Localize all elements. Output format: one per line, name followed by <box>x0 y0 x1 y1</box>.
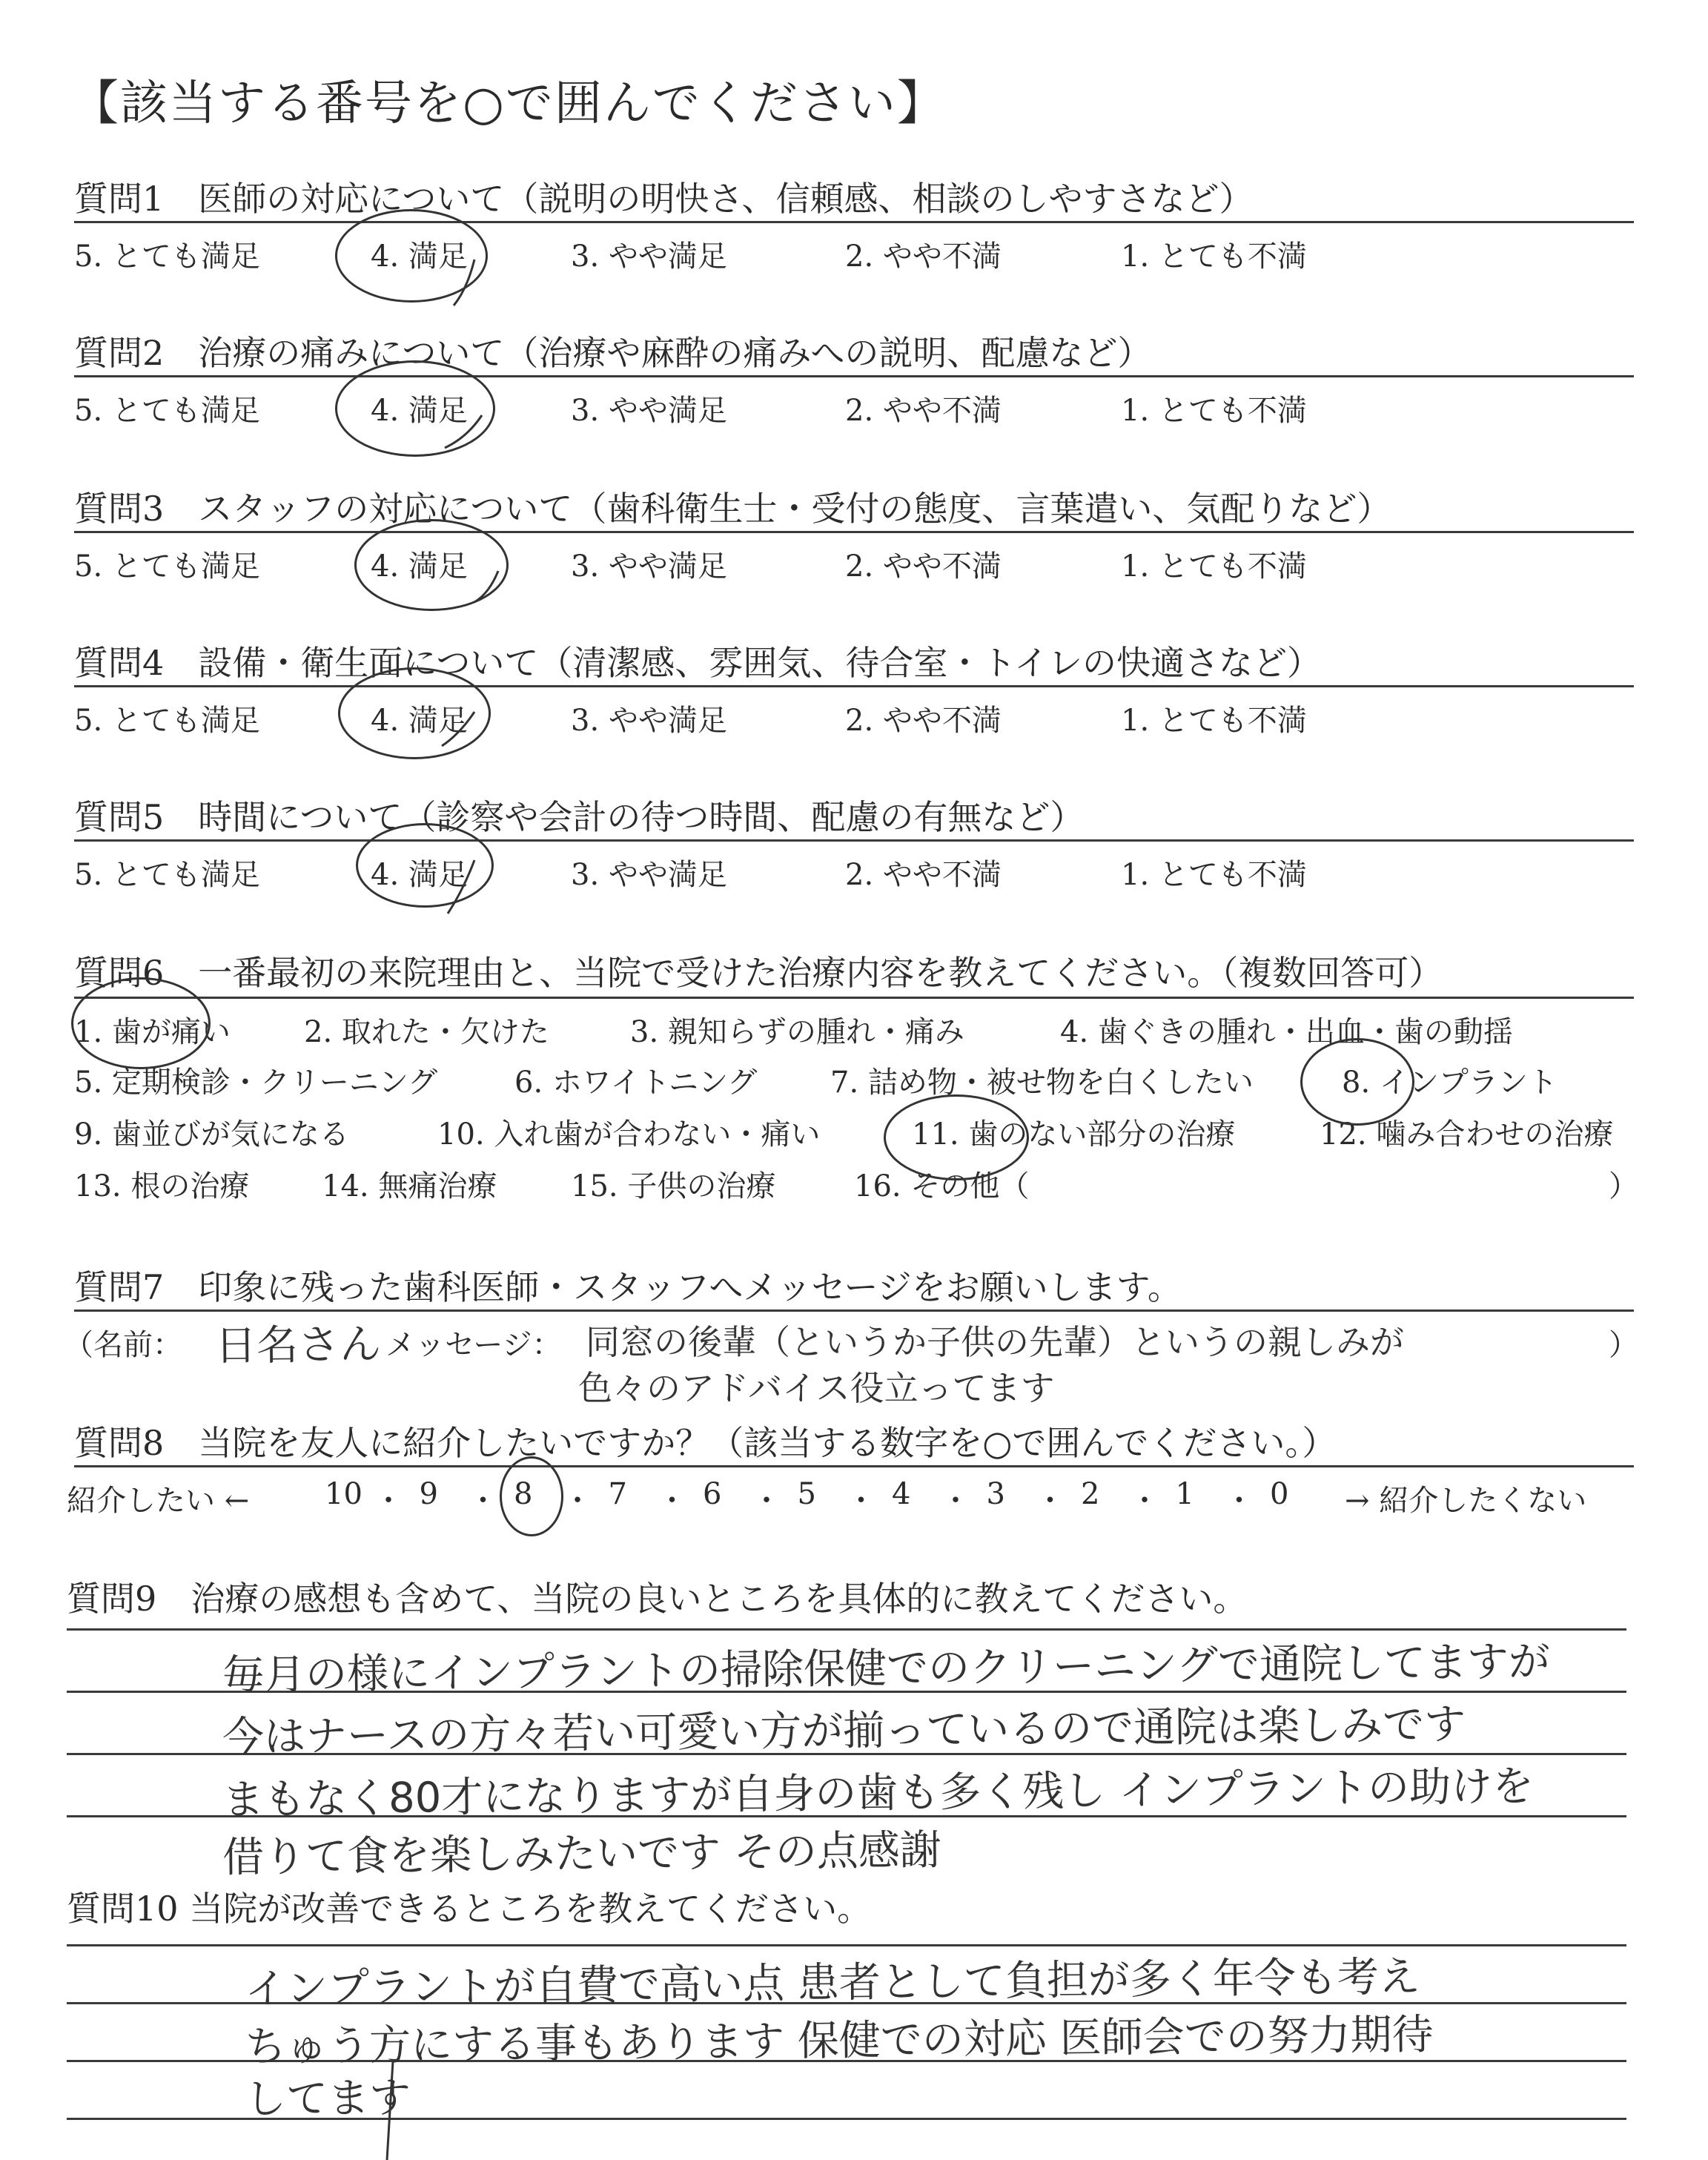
q8-scale-separator: ・ <box>941 1484 970 1518</box>
q7-title: 質問7 印象に残った歯科医師・スタッフへメッセージをお願いします。 <box>74 1267 1182 1307</box>
q6-other-close-paren: ） <box>1609 1169 1638 1203</box>
q8-scale-3[interactable]: 3 <box>986 1477 1005 1511</box>
q3-option-4[interactable]: 4. 満足 <box>371 549 468 584</box>
q1-option-3[interactable]: 3. やや満足 <box>571 240 727 274</box>
q8-scale-10[interactable]: 10 <box>325 1477 363 1511</box>
q6-option-13[interactable]: 13. 根の治療 <box>74 1169 250 1203</box>
q9-title: 質問9 治療の感想も含めて、当院の良いところを具体的に教えてください。 <box>67 1579 1248 1619</box>
q6-option-3[interactable]: 3. 親知らずの腫れ・痛み <box>630 1015 964 1049</box>
q4-option-1[interactable]: 1. とても不満 <box>1121 704 1307 738</box>
q4-option-2[interactable]: 2. やや不満 <box>845 704 1002 738</box>
q6-option-7[interactable]: 7. 詰め物・被せ物を白くしたい <box>830 1066 1254 1100</box>
q2-option-2[interactable]: 2. やや不満 <box>845 394 1002 428</box>
q8-scale-separator: ・ <box>374 1484 403 1518</box>
q1-title: 質問1 医師の対応について（説明の明快さ、信頼感、相談のしやすさなど） <box>74 179 1254 219</box>
q7-message-line-1[interactable]: 同窓の後輩（というか子供の先輩）というの親しみが <box>586 1322 1404 1362</box>
q3-option-2[interactable]: 2. やや不満 <box>845 549 1002 584</box>
q8-scale-0[interactable]: 0 <box>1270 1477 1289 1511</box>
q7-message-label: メッセージ： <box>385 1328 562 1362</box>
q9-answer-line-2[interactable]: 今はナースの方々若い可愛い方が揃っているので通院は楽しみです <box>222 1700 1466 1762</box>
q8-scale-4[interactable]: 4 <box>892 1477 911 1511</box>
q8-scale-separator: ・ <box>1035 1484 1065 1518</box>
q9-answer-line-1[interactable]: 毎月の様にインプラントの掃除保健でのクリーニングで通院してますが <box>222 1637 1551 1700</box>
q4-title: 質問4 設備・衛生面について（清潔感、雰囲気、待合室・トイレの快適さなど） <box>74 643 1322 683</box>
q9-answer-line-4[interactable]: 借りて食を楽しみたいです その点感謝 <box>222 1826 942 1883</box>
q3-option-3[interactable]: 3. やや満足 <box>571 549 727 584</box>
q2-option-4[interactable]: 4. 満足 <box>371 394 468 428</box>
q7-close-paren: ） <box>1609 1328 1638 1362</box>
q8-scale-separator: ・ <box>1130 1484 1159 1518</box>
q8-scale-6[interactable]: 6 <box>703 1477 722 1511</box>
q6-option-8[interactable]: 8. インプラント <box>1342 1066 1558 1100</box>
q5-option-3[interactable]: 3. やや満足 <box>571 858 727 892</box>
q6-option-16[interactable]: 16. その他（ <box>854 1169 1030 1203</box>
q8-scale-8[interactable]: 8 <box>514 1477 533 1511</box>
q8-scale-separator: ・ <box>752 1484 781 1518</box>
q6-option-12[interactable]: 12. 噛み合わせの治療 <box>1320 1117 1614 1152</box>
q6-option-5[interactable]: 5. 定期検診・クリーニング <box>74 1066 438 1100</box>
q1-option-1[interactable]: 1. とても不満 <box>1121 240 1307 274</box>
q10-answer-line-1[interactable]: インプラントが自費で高い点 患者として負担が多く年令も考え <box>244 1952 1421 2014</box>
q4-option-5[interactable]: 5. とても満足 <box>74 704 260 738</box>
q6-option-1[interactable]: 1. 歯が痛い <box>74 1015 231 1049</box>
q8-left-label: 紹介したい ← <box>67 1484 250 1518</box>
q3-title: 質問3 スタッフの対応について（歯科衛生士・受付の態度、言葉遣い、気配りなど） <box>74 489 1391 529</box>
q8-scale-7[interactable]: 7 <box>608 1477 627 1511</box>
q8-scale-separator: ・ <box>846 1484 876 1518</box>
q7-message-line-2[interactable]: 色々のアドバイス役立ってます <box>578 1368 1055 1408</box>
q6-option-6[interactable]: 6. ホワイトニング <box>514 1066 758 1100</box>
q3-option-1[interactable]: 1. とても不満 <box>1121 549 1307 584</box>
q8-scale-separator: ・ <box>657 1484 687 1518</box>
q8-scale-5[interactable]: 5 <box>797 1477 816 1511</box>
q2-title: 質問2 治療の痛みについて（治療や麻酔の痛みへの説明、配慮など） <box>74 333 1152 373</box>
q4-option-4[interactable]: 4. 満足 <box>371 704 468 738</box>
q5-option-5[interactable]: 5. とても満足 <box>74 858 260 892</box>
q8-scale-2[interactable]: 2 <box>1081 1477 1100 1511</box>
q3-option-5[interactable]: 5. とても満足 <box>74 549 260 584</box>
q10-title: 質問10 当院が改善できるところを教えてください。 <box>67 1889 872 1929</box>
q6-option-15[interactable]: 15. 子供の治療 <box>571 1169 776 1203</box>
q10-answer-line-3[interactable]: してます <box>244 2073 411 2124</box>
q6-title: 質問6 一番最初の来院理由と、当院で受けた治療内容を教えてください。（複数回答可） <box>74 953 1443 993</box>
q6-option-9[interactable]: 9. 歯並びが気になる <box>74 1117 349 1152</box>
q8-scale-separator: ・ <box>563 1484 592 1518</box>
q2-option-5[interactable]: 5. とても満足 <box>74 394 260 428</box>
q5-title: 質問5 時間について（診察や会計の待つ時間、配慮の有無など） <box>74 797 1085 837</box>
q6-option-4[interactable]: 4. 歯ぐきの腫れ・出血・歯の動揺 <box>1060 1015 1513 1049</box>
q2-option-3[interactable]: 3. やや満足 <box>571 394 727 428</box>
q6-option-14[interactable]: 14. 無痛治療 <box>322 1169 497 1203</box>
form-header: 【該当する番号を○で囲んでください】 <box>71 76 946 131</box>
q9-answer-line-3[interactable]: まもなく80才になりますが自身の歯も多く残し インプラントの助けを <box>222 1762 1535 1825</box>
q5-option-4[interactable]: 4. 満足 <box>371 858 468 892</box>
q6-option-10[interactable]: 10. 入れ歯が合わない・痛い <box>437 1117 821 1152</box>
q8-right-label: → 紹介したくない <box>1345 1484 1587 1518</box>
q8-scale-separator: ・ <box>468 1484 498 1518</box>
q10-answer-line-2[interactable]: ちゅう方にする事もあります 保健での対応 医師会での努力期待 <box>244 2010 1434 2072</box>
q4-option-3[interactable]: 3. やや満足 <box>571 704 727 738</box>
q8-scale-separator: ・ <box>1224 1484 1254 1518</box>
q1-option-4[interactable]: 4. 満足 <box>371 240 468 274</box>
q6-option-2[interactable]: 2. 取れた・欠けた <box>304 1015 549 1049</box>
q2-option-1[interactable]: 1. とても不満 <box>1121 394 1307 428</box>
q6-option-11[interactable]: 11. 歯のない部分の治療 <box>912 1117 1236 1152</box>
q5-option-1[interactable]: 1. とても不満 <box>1121 858 1307 892</box>
q8-title: 質問8 当院を友人に紹介したいですか？（該当する数字を○で囲んでください。） <box>74 1423 1337 1463</box>
q7-name-label: （名前： <box>64 1328 182 1362</box>
q1-option-2[interactable]: 2. やや不満 <box>845 240 1002 274</box>
q8-scale-9[interactable]: 9 <box>419 1477 438 1511</box>
q7-name-value[interactable]: 日名さん <box>214 1320 382 1371</box>
q1-option-5[interactable]: 5. とても満足 <box>74 240 260 274</box>
q8-scale-1[interactable]: 1 <box>1175 1477 1194 1511</box>
q5-option-2[interactable]: 2. やや不満 <box>845 858 1002 892</box>
